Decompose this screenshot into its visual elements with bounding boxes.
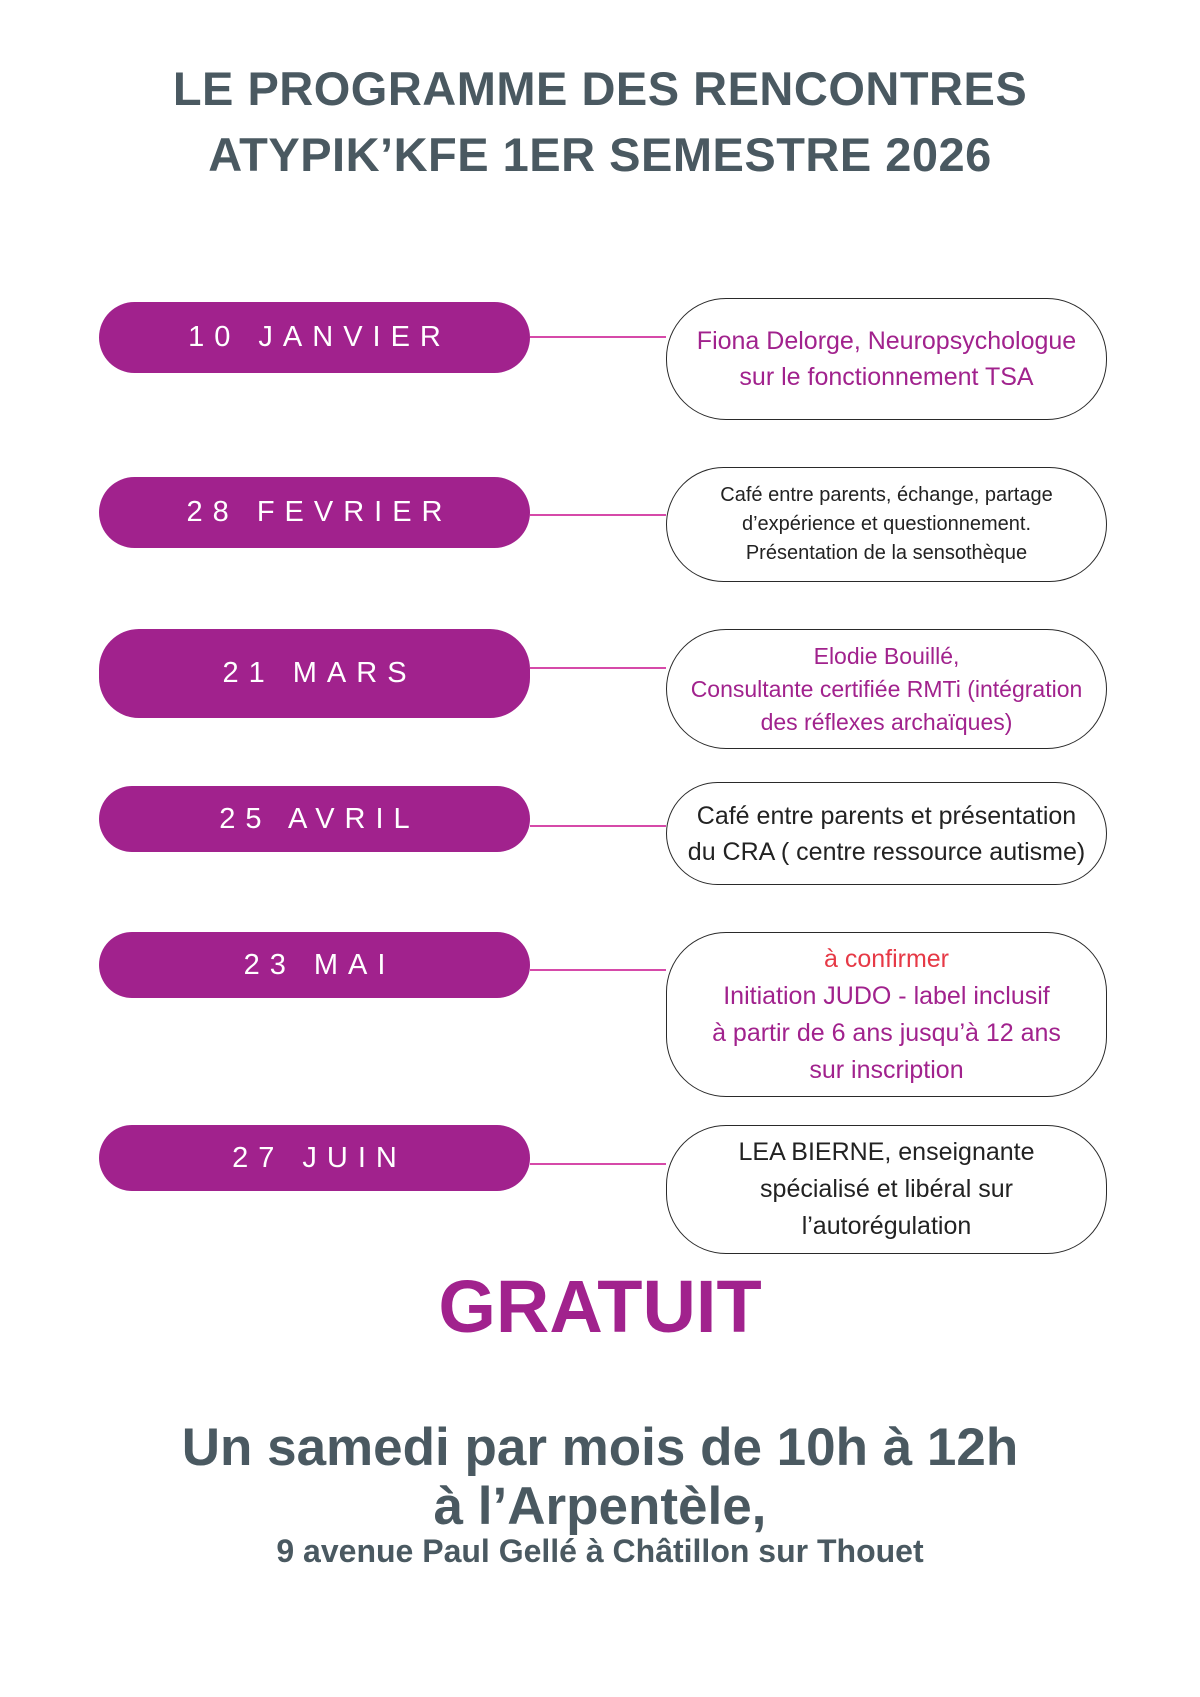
venue-text: à l’Arpentèle, <box>433 1477 767 1536</box>
schedule-text: Un samedi par mois de 10h à 12h <box>181 1418 1019 1477</box>
connector-line <box>530 1163 666 1165</box>
event-text-line: des réflexes archaïques) <box>760 708 1013 735</box>
event-box-mars <box>666 629 1107 749</box>
event-text-line: l’autorégulation <box>801 1212 972 1240</box>
date-label: 25 AVRIL <box>219 802 420 835</box>
event-text-line: à partir de 6 ans jusqu’à 12 ans <box>712 1018 1061 1047</box>
event-box-juin <box>666 1125 1107 1254</box>
event-text-line: d’expérience et questionnement. <box>741 513 1032 535</box>
event-text-line: du CRA ( centre ressource autisme) <box>687 837 1086 866</box>
event-text-line: Consultante certifiée RMTi (intégration <box>690 675 1083 702</box>
date-pill-janvier <box>99 302 530 373</box>
event-text-line: Initiation JUDO - label inclusif <box>723 981 1050 1010</box>
event-box-mai <box>666 932 1107 1097</box>
date-pill-avril <box>99 786 530 852</box>
event-box-fevrier <box>666 467 1107 582</box>
date-label: 27 JUIN <box>232 1141 407 1174</box>
price-label: GRATUIT <box>438 1265 762 1348</box>
event-text-line: Présentation de la sensothèque <box>745 542 1028 564</box>
event-text-line: Café entre parents, échange, partage <box>720 484 1053 506</box>
date-label: 10 JANVIER <box>188 321 451 353</box>
connector-line <box>530 336 666 338</box>
event-text-line: sur le fonctionnement TSA <box>739 363 1034 391</box>
date-label: 23 MAI <box>243 948 396 981</box>
date-label: 21 MARS <box>222 657 417 689</box>
date-pill-juin <box>99 1125 530 1191</box>
date-pill-mai <box>99 932 530 998</box>
date-pill-mars <box>99 629 530 718</box>
event-text-line: Elodie Bouillé, <box>813 642 960 669</box>
event-box-janvier <box>666 298 1107 420</box>
event-text-line: sur inscription <box>809 1055 964 1084</box>
status-badge: à confirmer <box>823 944 950 973</box>
address-text: 9 avenue Paul Gellé à Châtillon sur Thouet <box>276 1533 924 1569</box>
event-text-line: LEA BIERNE, enseignante <box>738 1138 1035 1166</box>
page-title-line-1: LE PROGRAMME DES RENCONTRES <box>172 62 1028 115</box>
event-text-line: spécialisé et libéral sur <box>760 1175 1013 1203</box>
connector-line <box>530 825 666 827</box>
event-text-line: Café entre parents et présentation <box>696 801 1077 830</box>
date-pill-fevrier <box>99 477 530 548</box>
date-label: 28 FEVRIER <box>186 496 453 528</box>
event-text-line: Fiona Delorge, Neuropsychologue <box>696 327 1077 355</box>
event-box-avril <box>666 782 1107 885</box>
connector-line <box>530 667 666 669</box>
connector-line <box>530 514 666 516</box>
connector-line <box>530 969 666 971</box>
page-title-line-2: ATYPIK’KFE 1ER SEMESTRE 2026 <box>208 128 992 181</box>
